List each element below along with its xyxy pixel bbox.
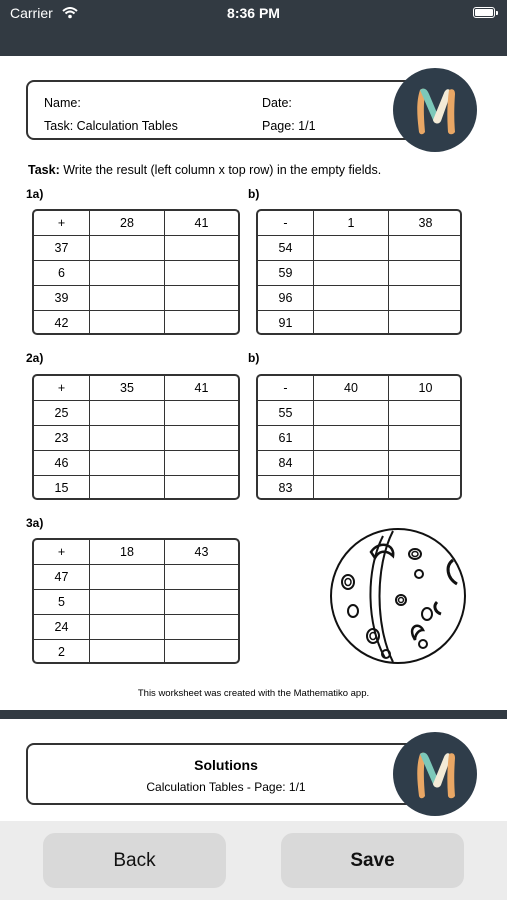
answer-field[interactable] xyxy=(89,565,164,589)
worksheet-footer-note: This worksheet was created with the Mathematiko app. xyxy=(137,688,370,699)
operator-cell: + xyxy=(57,216,66,230)
table-row xyxy=(34,614,238,639)
table-row xyxy=(258,260,460,285)
row-header: 91 xyxy=(278,316,293,330)
worksheet-header-box xyxy=(26,80,426,140)
page-divider xyxy=(0,710,507,719)
solutions-title: Solutions xyxy=(194,757,258,773)
column-header: 10 xyxy=(388,376,462,400)
answer-field[interactable] xyxy=(89,236,164,260)
table-row xyxy=(258,425,460,450)
table-row xyxy=(34,285,238,310)
exercise-label-2b: b) xyxy=(248,351,260,365)
column-header: 28 xyxy=(89,211,164,235)
answer-field[interactable] xyxy=(164,615,238,639)
task-prefix: Task: xyxy=(28,163,60,177)
answer-field[interactable] xyxy=(164,590,238,614)
row-header: 61 xyxy=(278,431,293,445)
row-header: 37 xyxy=(54,241,69,255)
answer-field[interactable] xyxy=(89,311,164,335)
solutions-subtitle: Calculation Tables - Page: 1/1 xyxy=(146,780,306,794)
column-header: 41 xyxy=(164,211,238,235)
table-row xyxy=(34,450,238,475)
answer-field[interactable] xyxy=(313,261,388,285)
answer-field[interactable] xyxy=(164,286,238,310)
answer-field[interactable] xyxy=(164,311,238,335)
row-header: 55 xyxy=(278,406,293,420)
solutions-header-box xyxy=(26,743,426,805)
column-header: 41 xyxy=(164,376,238,400)
table-row xyxy=(34,235,238,260)
table-row xyxy=(34,589,238,614)
row-header: 84 xyxy=(278,456,293,470)
table-row xyxy=(34,639,238,664)
table-row xyxy=(258,285,460,310)
answer-field[interactable] xyxy=(313,401,388,425)
table-row xyxy=(34,475,238,500)
task-text: Write the result (left column x top row) in the empty fields. xyxy=(63,163,382,177)
answer-field[interactable] xyxy=(89,590,164,614)
row-header: 46 xyxy=(54,456,69,470)
answer-field[interactable] xyxy=(164,401,238,425)
table-header-row xyxy=(258,211,460,235)
mathematiko-logo-icon xyxy=(393,68,477,152)
status-bar xyxy=(0,0,507,56)
table-row xyxy=(34,564,238,589)
table-row xyxy=(34,425,238,450)
row-header: 47 xyxy=(54,570,69,584)
row-header: 25 xyxy=(54,406,69,420)
answer-field[interactable] xyxy=(388,401,462,425)
operator-cell: - xyxy=(283,216,288,230)
operator-cell: + xyxy=(57,381,66,395)
row-header: 42 xyxy=(54,316,69,330)
answer-field[interactable] xyxy=(388,311,462,335)
exercise-label-2a: 2a) xyxy=(26,351,44,365)
column-header: 35 xyxy=(89,376,164,400)
task-instruction xyxy=(28,163,381,177)
answer-field[interactable] xyxy=(89,615,164,639)
row-header: 6 xyxy=(58,266,65,280)
table-row xyxy=(258,235,460,260)
answer-field[interactable] xyxy=(388,286,462,310)
exercise-label-1b: b) xyxy=(248,187,260,201)
answer-field[interactable] xyxy=(89,401,164,425)
answer-field[interactable] xyxy=(313,311,388,335)
table-row xyxy=(34,400,238,425)
moon-illustration-icon xyxy=(323,526,473,673)
table-row xyxy=(258,450,460,475)
answer-field[interactable] xyxy=(164,426,238,450)
answer-field[interactable] xyxy=(313,426,388,450)
calc-table-2a xyxy=(32,374,240,500)
answer-field[interactable] xyxy=(388,476,462,500)
answer-field[interactable] xyxy=(313,476,388,500)
answer-field[interactable] xyxy=(89,261,164,285)
answer-field[interactable] xyxy=(89,640,164,664)
answer-field[interactable] xyxy=(89,286,164,310)
column-header: 38 xyxy=(388,211,462,235)
row-header: 2 xyxy=(58,645,65,659)
row-header: 54 xyxy=(278,241,293,255)
table-row xyxy=(34,310,238,335)
operator-cell: - xyxy=(283,381,288,395)
date-label: Date: xyxy=(262,96,292,110)
answer-field[interactable] xyxy=(388,261,462,285)
worksheet-page xyxy=(0,56,507,710)
row-header: 39 xyxy=(54,291,69,305)
table-row xyxy=(258,310,460,335)
page-label: Page: 1/1 xyxy=(262,119,316,133)
table-row xyxy=(258,400,460,425)
carrier-label: Carrier xyxy=(10,5,53,21)
answer-field[interactable] xyxy=(164,565,238,589)
answer-field[interactable] xyxy=(164,236,238,260)
clock-time: 8:36 PM xyxy=(227,5,280,21)
save-button[interactable]: Save xyxy=(281,833,464,888)
answer-field[interactable] xyxy=(164,451,238,475)
table-header-row xyxy=(34,376,238,400)
answer-field[interactable] xyxy=(89,451,164,475)
calc-table-1b xyxy=(256,209,462,335)
table-header-row xyxy=(34,540,238,564)
answer-field[interactable] xyxy=(388,451,462,475)
operator-cell: + xyxy=(57,545,66,559)
exercise-label-1a: 1a) xyxy=(26,187,44,201)
answer-field[interactable] xyxy=(164,261,238,285)
row-header: 23 xyxy=(54,431,69,445)
column-header: 18 xyxy=(89,540,164,564)
answer-field[interactable] xyxy=(89,426,164,450)
answer-field[interactable] xyxy=(388,426,462,450)
calc-table-3a xyxy=(32,538,240,664)
answer-field[interactable] xyxy=(164,476,238,500)
row-header: 83 xyxy=(278,481,293,495)
back-button[interactable]: Back xyxy=(43,833,226,888)
column-header: 40 xyxy=(313,376,388,400)
column-header: 1 xyxy=(313,211,388,235)
table-row xyxy=(34,260,238,285)
row-header: 5 xyxy=(58,595,65,609)
table-row xyxy=(258,475,460,500)
answer-field[interactable] xyxy=(89,476,164,500)
table-header-row xyxy=(34,211,238,235)
task-title: Task: Calculation Tables xyxy=(44,119,178,133)
answer-field[interactable] xyxy=(313,286,388,310)
calc-table-2b xyxy=(256,374,462,500)
answer-field[interactable] xyxy=(313,236,388,260)
row-header: 15 xyxy=(54,481,69,495)
calc-table-1a xyxy=(32,209,240,335)
solutions-page xyxy=(0,719,507,821)
battery-icon xyxy=(473,7,495,18)
table-header-row xyxy=(258,376,460,400)
name-label: Name: xyxy=(44,96,81,110)
answer-field[interactable] xyxy=(388,236,462,260)
exercise-label-3a: 3a) xyxy=(26,516,44,530)
answer-field[interactable] xyxy=(164,640,238,664)
row-header: 59 xyxy=(278,266,293,280)
answer-field[interactable] xyxy=(313,451,388,475)
mathematiko-logo-icon xyxy=(393,732,477,816)
column-header: 43 xyxy=(164,540,238,564)
row-header: 24 xyxy=(54,620,69,634)
row-header: 96 xyxy=(278,291,293,305)
